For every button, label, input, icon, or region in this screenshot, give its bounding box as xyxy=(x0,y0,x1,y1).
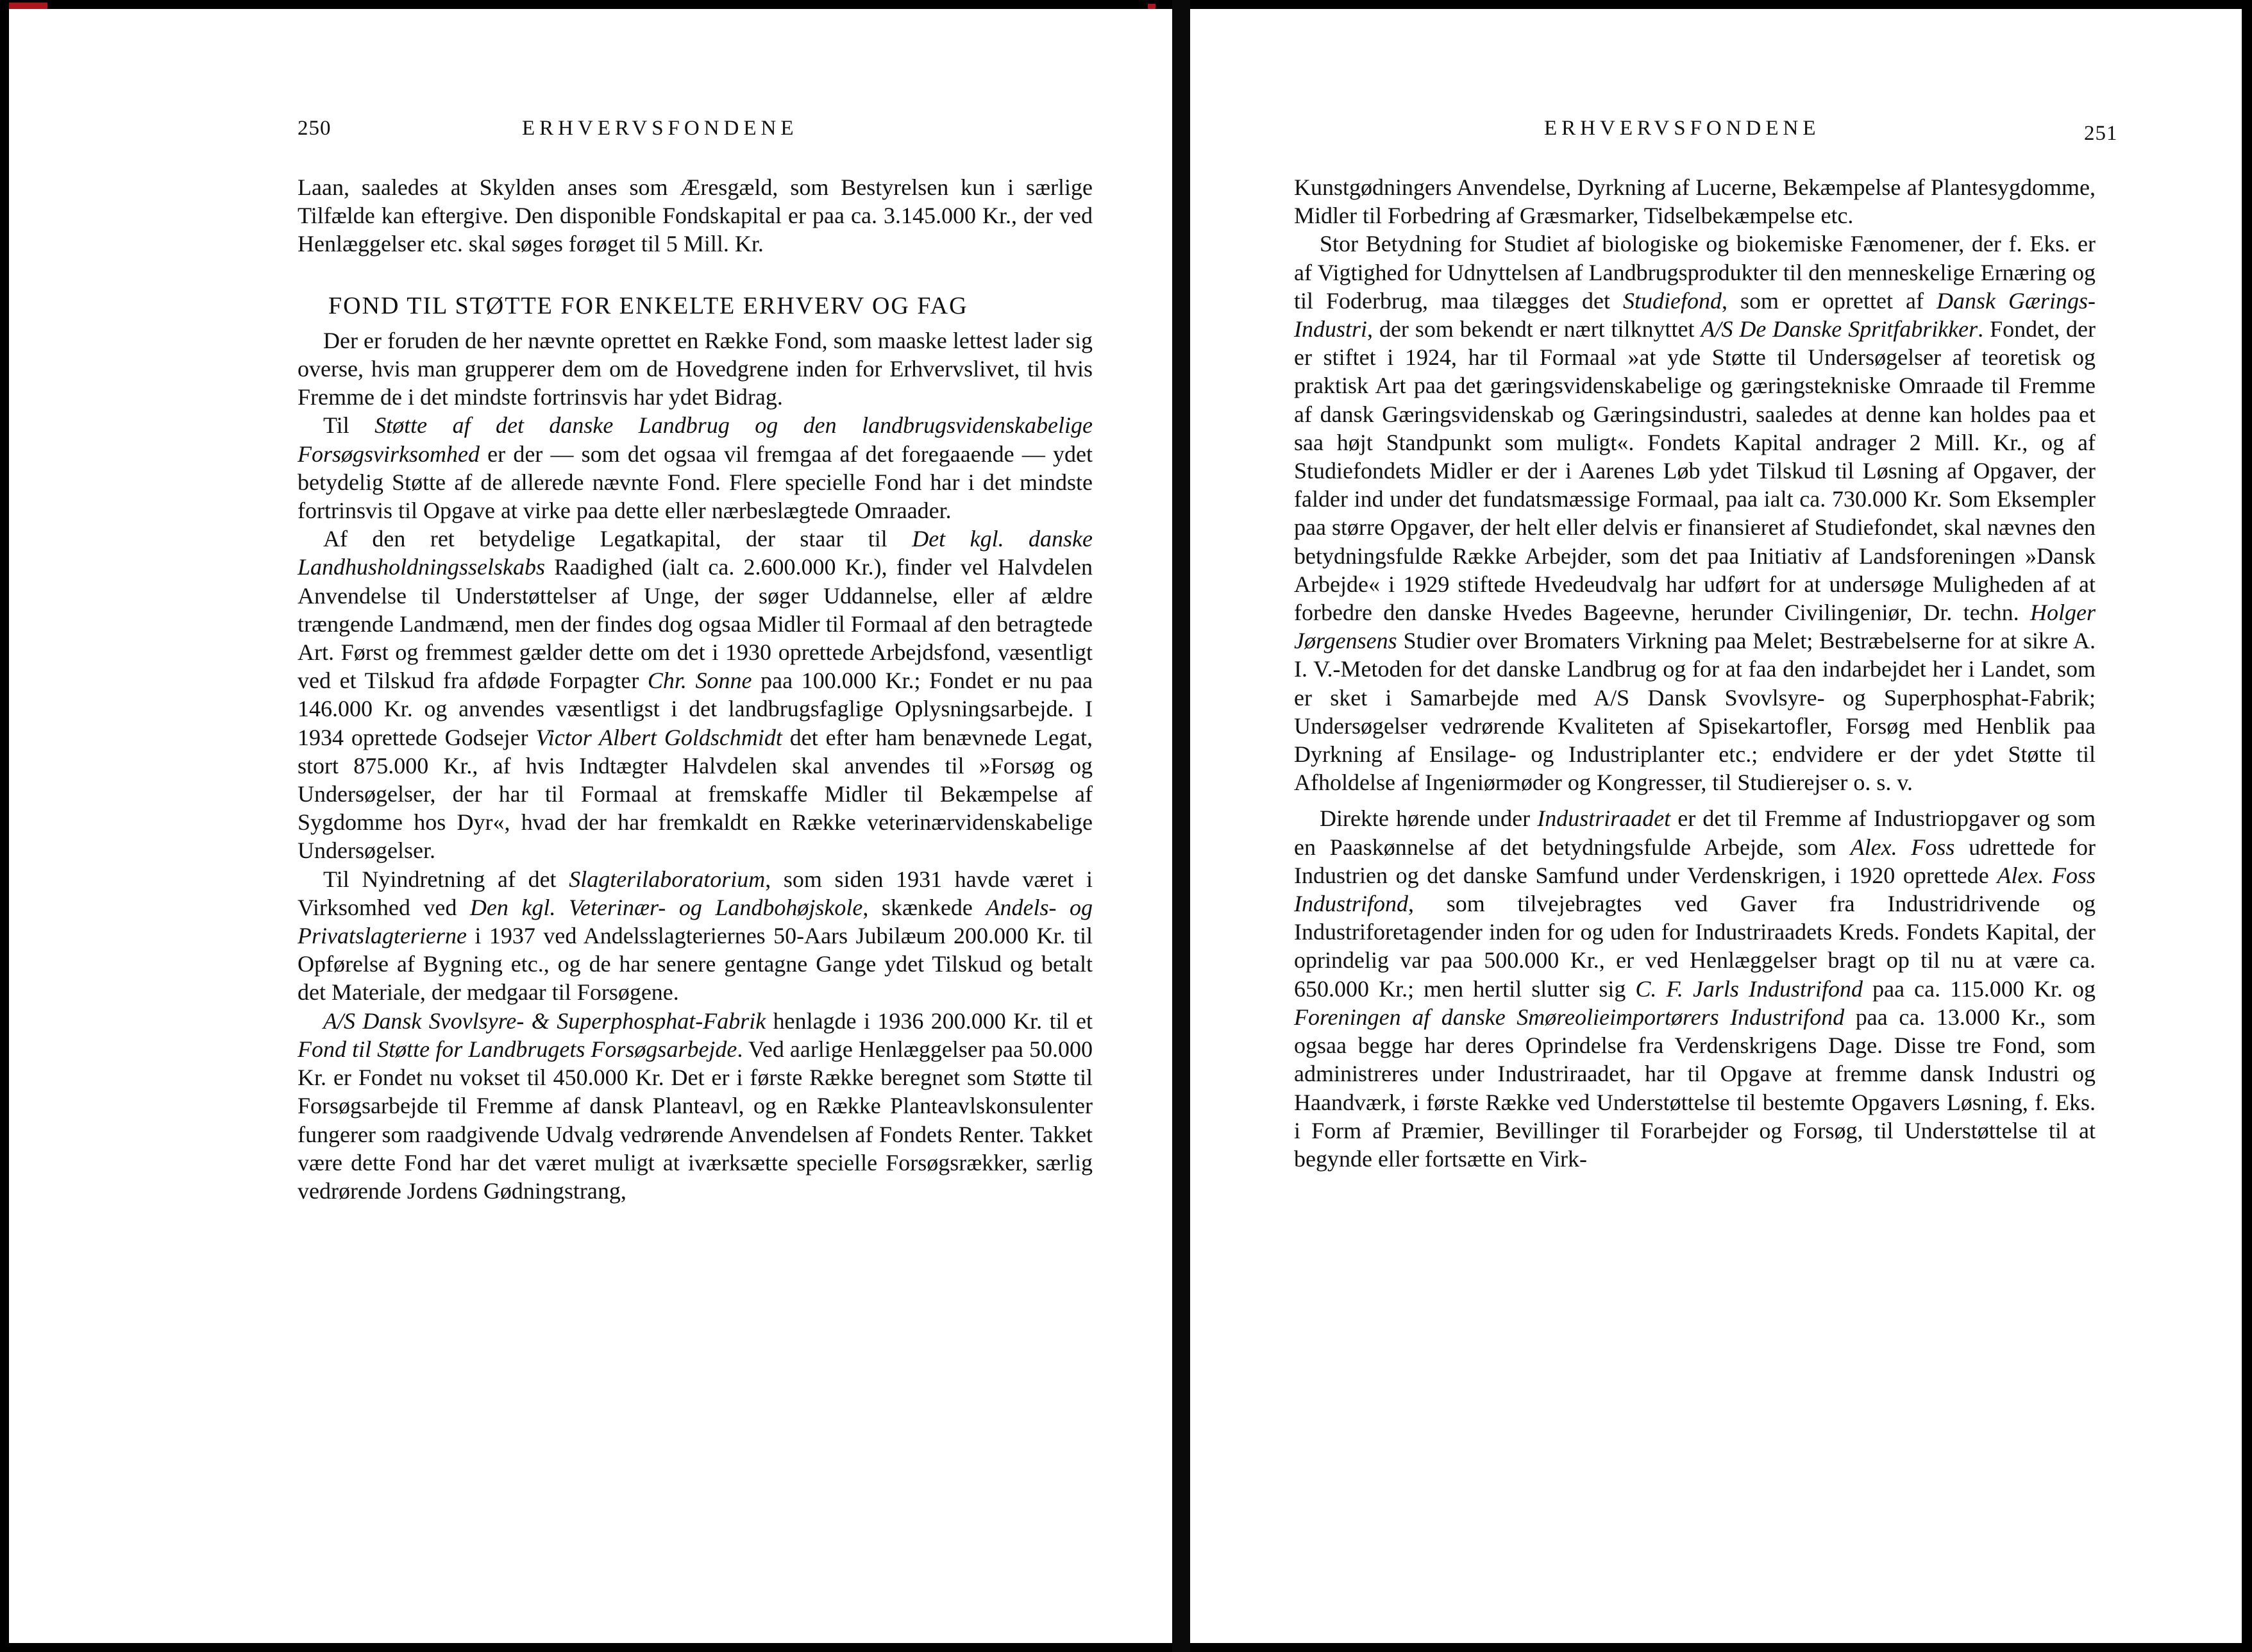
paragraph xyxy=(298,525,1093,864)
italic-text: Industriraadet xyxy=(1537,805,1671,832)
italic-text: Andels- og Privatslagterierne xyxy=(298,894,1093,949)
italic-text: A/S Dansk Svovlsyre- & Superphosphat-Fabrik xyxy=(323,1007,766,1034)
text-run: henlagde i 1936 200.000 Kr. til et xyxy=(766,1007,1093,1034)
paragraph: Laan, saaledes at Skylden anses som Æresgæld, som Bestyrelsen kun i særlige Tilfælde kan eftergive. Den disponible Fondskapital er paa ca. 3.145.000 Kr., der ved Henlæggelser etc. skal søges forøget til 5 Mill. Kr. xyxy=(298,174,1093,257)
text-run: i 1937 ved Andelsslagteriernes 50-Aars Jubilæum 200.000 Kr. til Opførelse af Bygning etc., og de har senere gentagne Gange ydet Tilskud og betalt det Materiale, der medgaar til Forsøgene. xyxy=(298,923,1093,1006)
paragraph: Der er foruden de her nævnte oprettet en Række Fond, som maaske lettest lader sig overse, hvis man grupperer dem om de Hovedgrene inden for Erhvervslivet, til hvis Fremme de i det mindste fortrinsvis har ydet Bidrag. xyxy=(298,327,1093,410)
italic-text: Støtte af det danske Landbrug og den landbrugsvidenskabelige Forsøgsvirksomhed xyxy=(298,412,1093,467)
italic-text: Chr. Sonne xyxy=(647,668,752,694)
text-run: Studier over Bromaters Virkning paa Melet; Bestræbelserne for at sikre A. I. V.-Metoden for det danske Landbrug og for at faa den indarbejdet her i Landet, som er sket i Samarbejde med A/S Dansk Svovlsyre- og Superphosphat-Fabrik; Undersøgelser vedrørende Kvaliteten af Spisekartofler, Forsøg med Henblik paa Dyrkning af Ensilage- og Industriplanter etc.; endvidere er der ydet Støtte til Afholdelse af Ingeniørmøder og Kongresser, til Studierejser o. s. v. xyxy=(1294,628,2096,796)
right-page xyxy=(1190,9,2242,1643)
text-run: . Fondet, der er stiftet i 1924, har til Formaal »at yde Støtte til Undersøgelser af teoretisk og praktisk Art paa det gæringsvidenskabelige og gæringstekniske Omraade til Fremme af dansk Gæringsvidenskab og Gæringsindustri, saaledes at denne kan holdes paa et saa højt Standpunkt som muligt«. Fondets Kapital andrager 2 Mill. Kr., og af Studiefondets Midler er der i Aarenes Løb ydet Tilskud til Løsning af Opgaver, der falder ind under det fundatsmæssige Formaal, paa ialt ca. 730.000 Kr. Som Eksempler paa større Opgaver, der helt eller delvis er finansieret af Studiefondet, skal nævnes den betydningsfulde Række Arbejder, som det paa Initiativ af Landsforeningen »Dansk Arbejde« i 1929 stiftede Hvedeudvalg har udført for at undersøge Muligheden af at forbedre den danske Hvedes Bageevne, herunder Civilingeniør, Dr. techn. xyxy=(1294,316,2096,626)
italic-text: Det kgl. danske Landhusholdningsselskabs xyxy=(298,526,1093,580)
paragraph xyxy=(1294,804,2096,1173)
italic-text: Victor Albert Goldschmidt xyxy=(535,724,782,750)
paragraph xyxy=(298,411,1093,525)
text-run: . Ved aarlige Henlæggelser paa 50.000 Kr. er Fondet nu vokset til 450.000 Kr. Det er i første Række beregnet som Støtte til Forsøgsarbejde til Fremme af dansk Planteavl, og en Række Planteavlskonsulenter fungerer som raadgivende Udvalg vedrørende Anvendelsen af Fondets Renter. Takket være dette Fond har det været muligt at iværksætte specielle Forsøgsrækker, særlig vedrørende Jordens Gødningstrang, xyxy=(298,1036,1093,1204)
page-number: 250 xyxy=(298,117,332,140)
italic-text: Alex. Foss Industrifond xyxy=(1294,862,2096,917)
text-run: er det til Fremme af Industriopgaver og som en Paaskønnelse af det betydningsfulde Arbejde, som xyxy=(1294,805,2096,860)
paragraph xyxy=(298,865,1093,1007)
section-heading: FOND TIL STØTTE FOR ENKELTE ERHVERV OG FAG xyxy=(328,292,968,319)
left-page xyxy=(9,9,1172,1643)
paragraph xyxy=(1294,230,2096,796)
italic-text: A/S De Danske Spritfabrikker xyxy=(1701,316,1978,342)
text-run: Stor Betydning for Studiet af biologiske og biokemiske Fænomener, der f. Eks. er af Vigtighed for Udnyttelsen af Landbrugsprodukter til den menneskelige Ernæring og til Foderbrug, maa tilægges det xyxy=(1294,231,2096,314)
text-run: Til xyxy=(323,412,375,439)
text-run: det efter ham benævnede Legat, stort 875.000 Kr., af hvis Indtægter Halvdelen skal anvendes til »Forsøg og Undersøgelser, der har til Formaal at fremskaffe Midler til Bekæmpelse af Sygdomme hos Dyr«, hvad der har fremkaldt en Række veterinærvidenskabelige Undersøgelser. xyxy=(298,724,1093,864)
text-run: paa 100.000 Kr.; Fondet er nu paa 146.000 Kr. og anvendes væsentligst i det landbrugsfaglige Oplysningsarbejde. I 1934 oprettede Godsejer xyxy=(298,668,1093,750)
text-run: Til Nyindretning af det xyxy=(323,866,569,892)
text-run: Raadighed (ialt ca. 2.600.000 Kr.), finder vel Halvdelen Anvendelse til Understøttelser af Unge, der søger Uddannelse, eller af ældre trængende Landmænd, men der findes dog ogsaa Midler til Formaal af den betragtede Art. Først og fremmest gælder dette om det i 1930 oprettede Arbejdsfond, væsentligt ved et Tilskud fra afdøde Forpagter xyxy=(298,554,1093,694)
italic-text: Foreningen af danske Smøreolieimportørers Industrifond xyxy=(1294,1004,1845,1030)
paragraph: Kunstgødningers Anvendelse, Dyrkning af Lucerne, Bekæmpelse af Plantesygdomme, Midler til Forbedring af Græsmarker, Tidselbekæmpelse etc. xyxy=(1294,174,2096,229)
italic-text: Den kgl. Veterinær- og Landbohøjskole xyxy=(469,894,863,920)
italic-text: C. F. Jarls Industrifond xyxy=(1635,975,1863,1002)
text-column xyxy=(1294,173,2096,1173)
text-run: udrettede for Industrien og det danske Samfund under Verdenskrigen, i 1920 oprettede xyxy=(1294,834,2096,888)
italic-text: Slagterilaboratorium xyxy=(569,866,766,892)
italic-text: Holger Jørgensens xyxy=(1294,600,2096,654)
page-edge-mark xyxy=(9,3,47,9)
text-run: er der — som det ogsaa vil fremgaa af det foregaaende — ydet betydelig Støtte af de allerede nævnte Fond. Flere specielle Fond har i det mindste fortrinsvis til Opgave at virke paa dette eller nærbeslægtede Omraader. xyxy=(298,441,1093,524)
italic-text: Alex. Foss xyxy=(1850,834,1955,860)
text-run: , som siden 1931 havde været i Virksomhed ved xyxy=(298,866,1093,920)
italic-text: Dansk Gærings-Industri xyxy=(1294,287,2096,342)
text-column xyxy=(298,173,1093,1205)
text-run: , som tilvejebragtes ved Gaver fra Industridrivende og Industriforetagender inden for og uden for Industriraadets Kreds. Fondets Kapital, der oprindelig var paa 500.000 Kr., er ved Henlæggelser bragt op til nu at være ca. 650.000 Kr.; men hertil slutter sig xyxy=(1294,891,2096,1002)
running-head: ERHVERVSFONDENE xyxy=(1544,117,1820,140)
book-gutter xyxy=(1172,0,1190,1652)
text-run: , der som bekendt er nært tilknyttet xyxy=(1367,316,1701,342)
text-run: paa ca. 13.000 Kr., som ogsaa begge har deres Oprindelse fra Verdenskrigens Dage. Disse tre Fond, som administreres under Industriraadet, har til Opgave at fremme dansk Industri og Haandværk, i første Række ved Understøttelse til bestemte Opgavers Løsning, f. Eks. i Form af Præmier, Bevillinger til Forarbejder og Forsøg, til Understøttelse til at begynde eller fortsætte en Virk- xyxy=(1294,1004,2096,1172)
text-run: , skænkede xyxy=(862,894,986,920)
running-head: ERHVERVSFONDENE xyxy=(522,117,798,140)
text-run: , som er oprettet af xyxy=(1721,287,1937,314)
page-number: 251 xyxy=(2084,122,2118,145)
italic-text: Fond til Støtte for Landbrugets Forsøgsarbejde xyxy=(298,1036,737,1062)
text-run: Af den ret betydelige Legatkapital, der staar til xyxy=(323,526,912,552)
italic-text: Studiefond xyxy=(1623,287,1722,314)
paragraph xyxy=(298,1007,1093,1205)
text-run: Direkte hørende under xyxy=(1320,805,1538,832)
text-run: paa ca. 115.000 Kr. og xyxy=(1863,975,2096,1002)
